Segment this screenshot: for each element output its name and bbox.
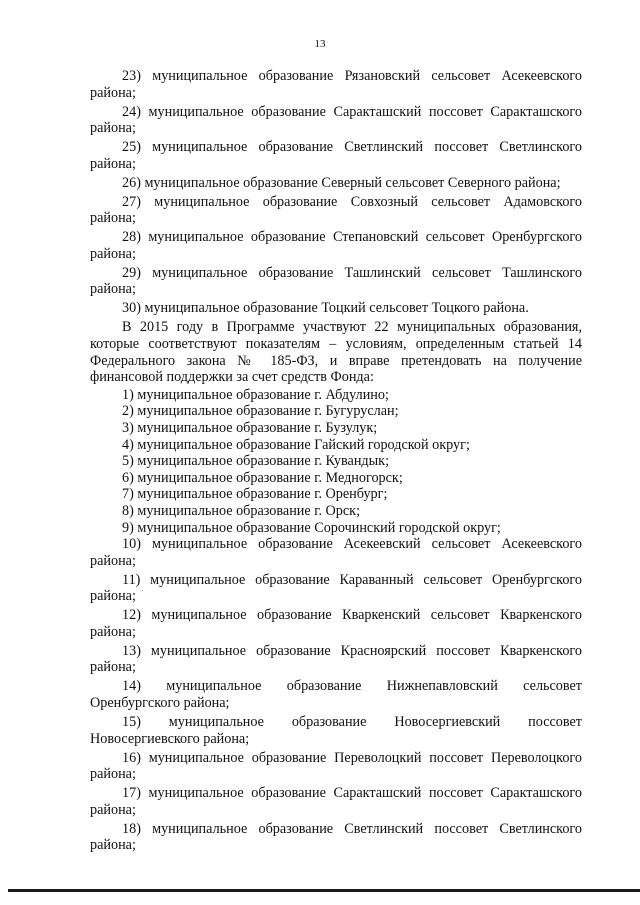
list-item: 2) муниципальное образование г. Бугуруслан; [122,403,399,420]
list-item: 16) муниципальное образование Переволоцкий поссовет Переволоцкого района; [90,749,582,783]
scan-bottom-edge [8,889,640,892]
list-item: 25) муниципальное образование Светлинский поссовет Светлинского района; [90,139,582,172]
list-item: 29) муниципальное образование Ташлинский сельсовет Ташлинского района; [90,264,582,298]
list-item: 17) муниципальное образование Саракташский поссовет Саракташского района; [90,785,582,818]
list-item: 7) муниципальное образование г. Оренбург; [122,486,388,503]
list-item: 12) муниципальное образование Кваркенский сельсовет Кваркенского района; [90,607,582,640]
list-item: 1) муниципальное образование г. Абдулино; [122,386,389,403]
list-item: 9) муниципальное образование Сорочинский городской округ; [122,519,501,536]
list-item: 11) муниципальное образование Караванный сельсовет Оренбургского района; [90,571,582,605]
list-item: 8) муниципальное образование г. Орск; [122,502,361,519]
list-item: 3) муниципальное образование г. Бузулук; [122,420,378,436]
list-item: 30) муниципальное образование Тоцкий сельсовет Тоцкого района. [122,300,529,317]
list-item: 26) муниципальное образование Северный сельсовет Северного района; [122,174,561,191]
document-body [90,68,582,856]
list-item: 10) муниципальное образование Асекеевский сельсовет Асекеевского района; [90,536,582,569]
list-item: 18) муниципальное образование Светлинский поссовет Светлинского района; [90,820,582,854]
list-item: 14) муниципальное образование Нижнепавловский сельсовет Оренбургского района; [90,678,582,712]
list-item: 6) муниципальное образование г. Медногорск; [122,469,403,486]
intro-paragraph: В 2015 году в Программе участвуют 22 муниципальных образования, которые соответствуют показателям – условиям, определенным статьей 14 Федерального закона № 185-ФЗ, и вправе претендовать на получение финансовой поддержки за счет средств Фонда: [90,319,582,386]
list-item: 4) муниципальное образование Гайский городской округ; [122,436,470,453]
list-item: 5) муниципальное образование г. Кувандык; [122,453,390,470]
list-item: 15) муниципальное образование Новосергиевский поссовет Новосергиевского района; [90,714,582,747]
list-item: 13) муниципальное образование Красноярский поссовет Кваркенского района; [90,642,582,676]
list-item: 23) муниципальное образование Рязановский сельсовет Асекеевского района; [90,68,582,101]
list-item: 27) муниципальное образование Совхозный сельсовет Адамовского района; [90,193,582,227]
list-item: 28) муниципальное образование Степановский сельсовет Оренбургского района; [90,229,582,262]
list-item: 24) муниципальное образование Саракташский поссовет Саракташского района; [90,103,582,137]
page-number: 13 [314,38,326,50]
